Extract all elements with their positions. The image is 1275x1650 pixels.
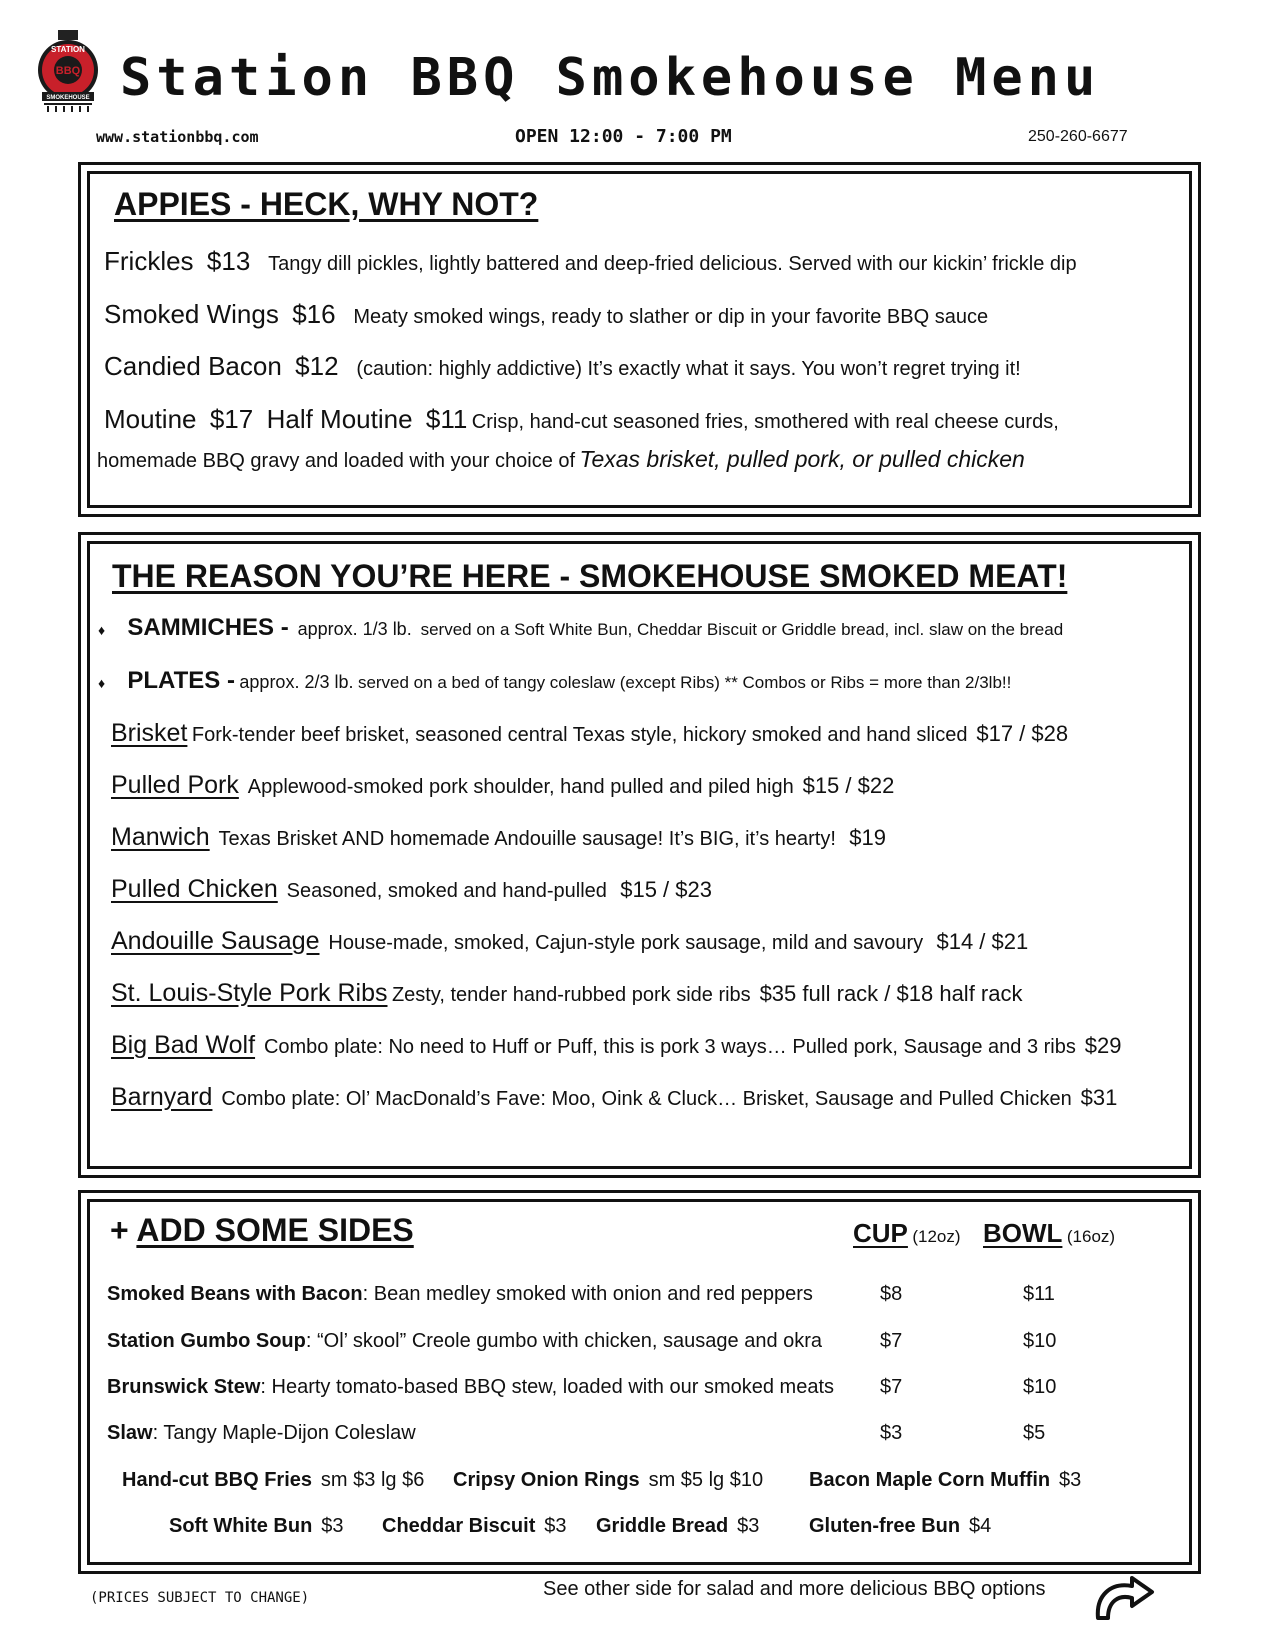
extra-price: $3 bbox=[321, 1515, 344, 1537]
extra-item-fries bbox=[122, 1469, 424, 1492]
extra-name: Hand-cut BBQ Fries bbox=[122, 1469, 313, 1491]
item-name: St. Louis-Style Pork Ribs bbox=[111, 979, 388, 1007]
item-name: Candied Bacon bbox=[104, 351, 282, 381]
item-description: Meaty smoked wings, ready to slather or dip in your favorite BBQ sauce bbox=[353, 306, 989, 328]
menu-item-frickles bbox=[104, 246, 1077, 277]
item-description: Zesty, tender hand-rubbed pork side ribs bbox=[391, 984, 751, 1006]
extra-name: Griddle Bread bbox=[596, 1515, 729, 1537]
item-name: Barnyard bbox=[111, 1083, 213, 1111]
side-description: : Tangy Maple-Dijon Coleslaw bbox=[152, 1422, 416, 1444]
menu-item-smoked-wings bbox=[104, 299, 988, 330]
station-bbq-logo bbox=[36, 30, 100, 114]
side-description: : Hearty tomato-based BBQ stew, loaded with our smoked meats bbox=[260, 1376, 834, 1398]
item-price: $29 bbox=[1084, 1033, 1122, 1058]
item-price: $17 / $28 bbox=[976, 721, 1069, 746]
item-description: Combo plate: No need to Huff or Puff, this is pork 3 ways… Pulled pork, Sausage and 3 ribs bbox=[263, 1036, 1076, 1058]
item-name: Pulled Pork bbox=[111, 771, 239, 799]
item-price: $12 bbox=[295, 351, 339, 381]
diamond-bullet-icon: ♦ bbox=[98, 622, 106, 638]
side-item-gumbo bbox=[107, 1330, 822, 1353]
page-title: Station BBQ Smokehouse Menu bbox=[120, 48, 1101, 108]
plates-info bbox=[98, 667, 1011, 695]
item-description: Crisp, hand-cut seasoned fries, smothered with real cheese curds, bbox=[471, 411, 1059, 433]
diamond-bullet-icon: ♦ bbox=[98, 675, 106, 691]
item-name: Brisket bbox=[111, 719, 188, 747]
item-price: $19 bbox=[849, 825, 886, 850]
moutine-description-line2 bbox=[97, 446, 1025, 473]
price-disclaimer: (PRICES SUBJECT TO CHANGE) bbox=[90, 1590, 310, 1606]
item-description: Fork-tender beef brisket, seasoned central Texas style, hickory smoked and hand sliced bbox=[191, 724, 968, 746]
item-description: (caution: highly addictive) It’s exactly what it says. You won’t regret trying it! bbox=[356, 358, 1021, 380]
bowl-column-header bbox=[983, 1218, 1115, 1249]
menu-item-big-bad-wolf bbox=[111, 1031, 1122, 1060]
item-name: Big Bad Wolf bbox=[111, 1031, 256, 1059]
bowl-size: (16oz) bbox=[1066, 1227, 1116, 1246]
menu-item-moutine bbox=[104, 404, 1059, 435]
side-name: Slaw bbox=[107, 1422, 153, 1444]
side-name: Smoked Beans with Bacon bbox=[107, 1283, 363, 1305]
menu-item-manwich bbox=[111, 823, 886, 852]
item-price: $14 / $21 bbox=[936, 929, 1029, 954]
menu-item-pulled-chicken bbox=[111, 875, 712, 904]
plates-description: served on a bed of tangy coleslaw (except Ribs) ** Combos or Ribs = more than 2/3lb!! bbox=[357, 673, 1012, 692]
cup-label: CUP bbox=[853, 1218, 908, 1248]
extra-name: Gluten-free Bun bbox=[809, 1515, 961, 1537]
menu-item-candied-bacon bbox=[104, 351, 1021, 382]
item-half-price: $11 bbox=[425, 404, 468, 434]
see-other-side-note: See other side for salad and more delicious BBQ options bbox=[543, 1578, 1046, 1600]
item-description: Applewood-smoked pork shoulder, hand pulled and piled high bbox=[247, 776, 794, 798]
extra-item-corn-muffin bbox=[809, 1469, 1081, 1492]
item-price: $15 / $22 bbox=[802, 773, 895, 798]
menu-item-brisket bbox=[111, 719, 1068, 748]
sides-heading-text: ADD SOME SIDES bbox=[136, 1212, 414, 1248]
extra-item-onion-rings bbox=[453, 1469, 763, 1492]
side-bowl-price: $5 bbox=[1023, 1422, 1046, 1444]
phone-number[interactable]: 250-260-6677 bbox=[1028, 128, 1128, 145]
plates-label: PLATES - bbox=[127, 667, 235, 694]
item-meat-choices: Texas brisket, pulled pork, or pulled chicken bbox=[579, 446, 1025, 472]
item-description: Tangy dill pickles, lightly battered and deep-fried delicious. Served with our kickin’ frickle dip bbox=[268, 253, 1077, 275]
item-name: Andouille Sausage bbox=[111, 927, 320, 955]
plates-amount: approx. 2/3 lb. bbox=[239, 672, 354, 692]
side-description: : Bean medley smoked with onion and red peppers bbox=[362, 1283, 813, 1305]
cup-size: (12oz) bbox=[912, 1227, 961, 1246]
sammiches-label: SAMMICHES - bbox=[127, 614, 289, 641]
extra-name: Bacon Maple Corn Muffin bbox=[809, 1469, 1051, 1491]
item-name: Moutine bbox=[104, 404, 197, 434]
extra-price: sm $5 lg $10 bbox=[648, 1469, 764, 1491]
item-price: $15 / $23 bbox=[620, 877, 712, 902]
extra-item-cheddar-biscuit bbox=[382, 1515, 567, 1538]
item-half-name: Half Moutine bbox=[266, 404, 413, 434]
item-name: Smoked Wings bbox=[104, 299, 279, 329]
item-description: Combo plate: Ol’ MacDonald’s Fave: Moo, Oink & Cluck… Brisket, Sausage and Pulled Chicken bbox=[221, 1088, 1072, 1110]
opening-hours: OPEN 12:00 - 7:00 PM bbox=[515, 126, 732, 147]
extra-price: $3 bbox=[1059, 1469, 1082, 1491]
logo-top-text: STATION bbox=[51, 45, 85, 54]
extra-name: Cripsy Onion Rings bbox=[453, 1469, 640, 1491]
smoked-meat-heading: THE REASON YOU’RE HERE - SMOKEHOUSE SMOKED MEAT! bbox=[112, 558, 1068, 594]
extra-price: $3 bbox=[544, 1515, 567, 1537]
extra-item-soft-white-bun bbox=[169, 1515, 343, 1538]
item-price: $16 bbox=[292, 299, 336, 329]
side-item-slaw bbox=[107, 1422, 416, 1445]
extra-name: Cheddar Biscuit bbox=[382, 1515, 536, 1537]
menu-item-barnyard bbox=[111, 1083, 1117, 1112]
side-bowl-price: $10 bbox=[1023, 1330, 1057, 1352]
sammiches-info bbox=[98, 614, 1063, 642]
appies-section bbox=[78, 162, 1201, 517]
side-cup-price: $7 bbox=[880, 1376, 903, 1398]
side-bowl-price: $10 bbox=[1023, 1376, 1057, 1398]
extra-price: $3 bbox=[737, 1515, 760, 1537]
extra-price: $4 bbox=[969, 1515, 992, 1537]
bowl-label: BOWL bbox=[983, 1218, 1063, 1248]
side-cup-price: $7 bbox=[880, 1330, 903, 1352]
item-description: Seasoned, smoked and hand-pulled bbox=[286, 880, 607, 902]
side-description: : “Ol’ skool” Creole gumbo with chicken, sausage and okra bbox=[305, 1330, 823, 1352]
item-name: Manwich bbox=[111, 823, 210, 851]
side-name: Brunswick Stew bbox=[107, 1376, 261, 1398]
sides-heading bbox=[110, 1212, 414, 1249]
item-description: House-made, smoked, Cajun-style pork sausage, mild and savoury bbox=[328, 932, 924, 954]
item-price: $35 full rack / $18 half rack bbox=[759, 981, 1023, 1006]
item-price: $31 bbox=[1080, 1085, 1118, 1110]
sides-section bbox=[78, 1190, 1201, 1574]
side-cup-price: $8 bbox=[880, 1283, 903, 1305]
item-description: Texas Brisket AND homemade Andouille sausage! It’s BIG, it’s hearty! bbox=[218, 828, 836, 850]
extra-name: Soft White Bun bbox=[169, 1515, 313, 1537]
plus-icon: + bbox=[110, 1212, 129, 1248]
extra-item-gluten-free-bun bbox=[809, 1515, 991, 1538]
smoked-meat-section bbox=[78, 532, 1201, 1178]
sammiches-amount: approx. 1/3 lb. bbox=[297, 619, 412, 639]
item-price: $17 bbox=[209, 404, 254, 434]
side-cup-price: $3 bbox=[880, 1422, 903, 1444]
turn-page-arrow-icon bbox=[1092, 1572, 1158, 1622]
website-link[interactable]: www.stationbbq.com bbox=[96, 128, 259, 146]
side-name: Station Gumbo Soup bbox=[107, 1330, 306, 1352]
side-item-beans bbox=[107, 1283, 813, 1306]
item-name: Frickles bbox=[104, 246, 194, 276]
item-name: Pulled Chicken bbox=[111, 875, 278, 903]
menu-item-pork-ribs bbox=[111, 979, 1022, 1008]
appies-heading: APPIES - HECK, WHY NOT? bbox=[114, 186, 539, 222]
extra-item-griddle-bread bbox=[596, 1515, 759, 1538]
cup-column-header bbox=[853, 1218, 961, 1249]
item-price: $13 bbox=[206, 246, 251, 276]
side-item-brunswick-stew bbox=[107, 1376, 834, 1399]
logo-bottom-text: SMOKEHOUSE bbox=[46, 95, 90, 101]
extra-price: sm $3 lg $6 bbox=[320, 1469, 425, 1491]
item-description-cont: homemade BBQ gravy and loaded with your choice of bbox=[97, 450, 576, 472]
menu-item-andouille-sausage bbox=[111, 927, 1028, 956]
menu-item-pulled-pork bbox=[111, 771, 894, 800]
logo-mid-text: BBQ bbox=[55, 65, 81, 77]
side-bowl-price: $11 bbox=[1023, 1283, 1055, 1305]
sammiches-description: served on a Soft White Bun, Cheddar Biscuit or Griddle bread, incl. slaw on the bread bbox=[420, 620, 1064, 639]
